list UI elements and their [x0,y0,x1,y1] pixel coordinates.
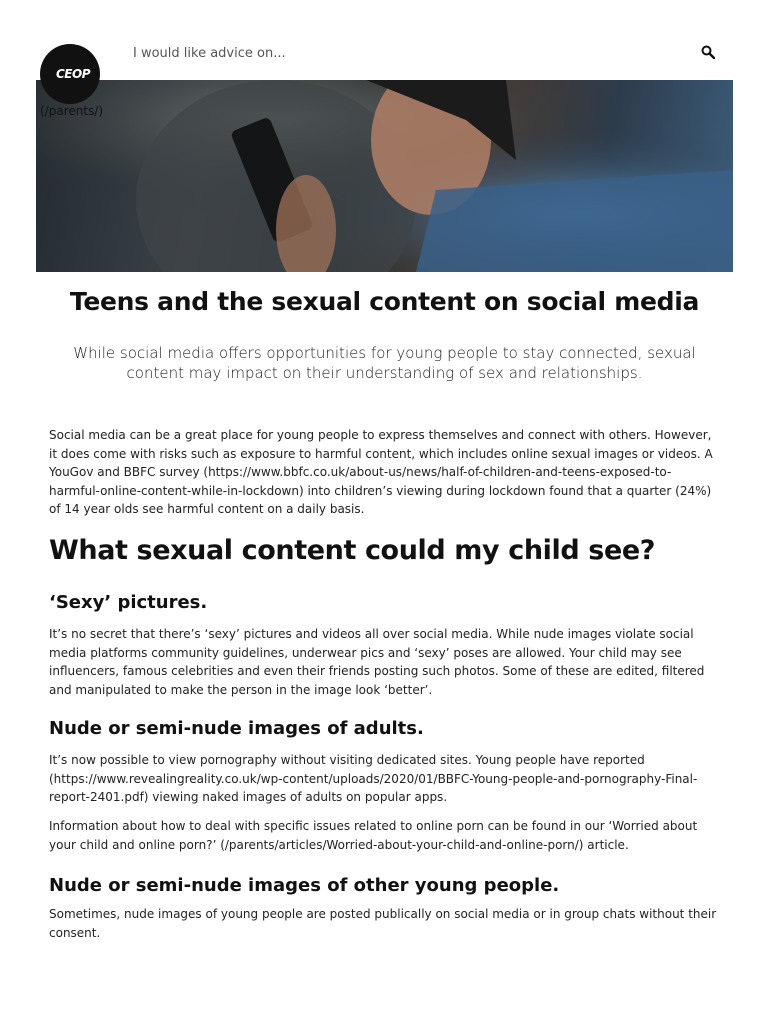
paragraph-young-people-images: Sometimes, nude images of young people are posted publically on social media or in group chats without their consent. [49,907,717,940]
page-title: Teens and the sexual content on social media [69,287,700,316]
paragraph-sexy-pictures: It’s no secret that there’s ‘sexy’ pictures and videos all over social media. While nude images violate social media platforms community guidelines, underwear pics and ‘sexy’ poses are allowed. Your child may see influencers, famous celebrities and even their friends posting such photos. Some of these are edited, filtered and manipulated to make the person in the image look ‘better’. [49,627,705,697]
search-icon [701,45,715,59]
page-subtitle: While social media offers opportunities for young people to stay connected, sexual content may impact on their understanding of sex and relationships. [73,344,696,382]
subheading-adult-images: Nude or semi-nude images of adults. [49,718,424,739]
logo-link[interactable]: (/parents/) [40,104,104,118]
paragraph-adult-images-1: It’s now possible to view pornography without visiting dedicated sites. Young people have reported (https://www.revealingreality.co.uk/wp-content/uploads/2020/01/BBFC-Young-people-and-pornography-Final-report-2401.pdf) viewing naked images of adults on popular apps. [49,753,698,804]
hero-photo [36,80,733,272]
paragraph-adult-images-2: Information about how to deal with specific issues related to online porn can be found in our ‘Worried about your child and online porn?’ (/parents/articles/Worried-about-your-child-and-online-porn/) article. [49,819,698,852]
intro-paragraph: Social media can be a great place for young people to express themselves and connect with others. However, it does come with risks such as exposure to harmful content, which includes online sexual images or videos. A YouGov and BBFC survey (https://www.bbfc.co.uk/about-us/news/half-of-children-and-teens-exposed-to-harmful-online-content-while-in-lockdown) into children’s viewing during lockdown found that a quarter (24%) of 14 year olds see harmful content on a daily basis. [49,428,713,516]
top-bar [0,0,768,80]
search-input[interactable] [133,42,673,64]
section-heading: What sexual content could my child see? [49,535,656,566]
subheading-young-people-images: Nude or semi-nude images of other young people. [49,875,560,896]
logo-text: CEOP [56,67,90,81]
subheading-sexy-pictures: ‘Sexy’ pictures. [49,592,208,613]
ceop-logo[interactable] [40,44,100,104]
search-button[interactable] [698,42,718,62]
hero-image [36,80,733,272]
